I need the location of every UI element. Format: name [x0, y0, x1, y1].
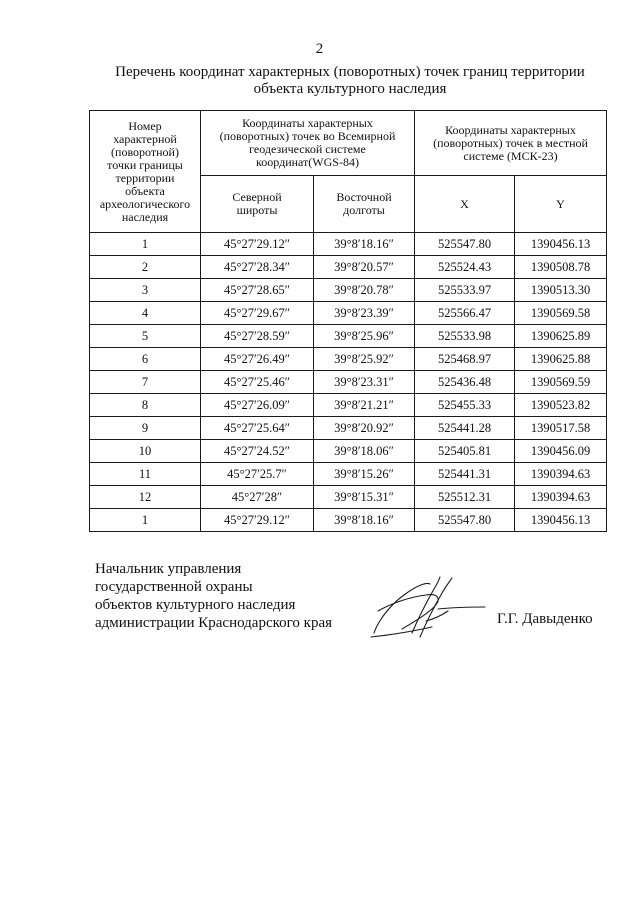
cell-x: 525566.47: [415, 302, 515, 325]
table-row: [90, 371, 607, 394]
cell-point-number: 7: [90, 371, 201, 394]
cell-x: 525441.31: [415, 463, 515, 486]
cell-x: 525533.98: [415, 325, 515, 348]
cell-point-number: 12: [90, 486, 201, 509]
cell-point-number: 11: [90, 463, 201, 486]
cell-y: 1390456.09: [515, 440, 607, 463]
cell-y: 1390456.13: [515, 509, 607, 532]
cell-latitude: 45°27′25.46″: [201, 371, 314, 394]
cell-longitude: 39°8′20.78″: [314, 279, 415, 302]
table-row: [90, 509, 607, 532]
header-x: X: [415, 176, 515, 233]
cell-latitude: 45°27′26.49″: [201, 348, 314, 371]
cell-point-number: 10: [90, 440, 201, 463]
table-row: [90, 348, 607, 371]
table-row: [90, 486, 607, 509]
cell-y: 1390394.63: [515, 486, 607, 509]
cell-point-number: 6: [90, 348, 201, 371]
document-title-line-1: Перечень координат характерных (поворотных) точек границ территории: [115, 64, 585, 80]
cell-longitude: 39°8′25.92″: [314, 348, 415, 371]
header-point-number: Номер характерной (поворотной) точки границы территории объекта археологического наследия: [90, 111, 201, 233]
cell-point-number: 9: [90, 417, 201, 440]
cell-x: 525547.80: [415, 233, 515, 256]
cell-x: 525405.81: [415, 440, 515, 463]
cell-longitude: 39°8′20.57″: [314, 256, 415, 279]
cell-latitude: 45°27′28.59″: [201, 325, 314, 348]
cell-point-number: 5: [90, 325, 201, 348]
document-title-line-2: объекта культурного наследия: [253, 81, 447, 97]
cell-point-number: 3: [90, 279, 201, 302]
coordinates-table: [89, 110, 607, 532]
cell-latitude: 45°27′29.67″: [201, 302, 314, 325]
table-row: [90, 440, 607, 463]
header-wgs84-group: Координаты характерных (поворотных) точек во Всемирной геодезической системе координат(WGS-84): [201, 111, 415, 176]
cell-x: 525533.97: [415, 279, 515, 302]
cell-latitude: 45°27′26.09″: [201, 394, 314, 417]
cell-y: 1390508.78: [515, 256, 607, 279]
cell-y: 1390456.13: [515, 233, 607, 256]
table-row: [90, 302, 607, 325]
cell-longitude: 39°8′15.31″: [314, 486, 415, 509]
cell-latitude: 45°27′29.12″: [201, 233, 314, 256]
cell-y: 1390569.58: [515, 302, 607, 325]
signer-name: Г.Г. Давыденко: [497, 611, 593, 627]
cell-x: 525455.33: [415, 394, 515, 417]
table-header-row: [90, 111, 607, 176]
cell-x: 525436.48: [415, 371, 515, 394]
position-line: Начальник управления: [95, 561, 242, 577]
cell-longitude: 39°8′20.92″: [314, 417, 415, 440]
table-row: [90, 256, 607, 279]
cell-y: 1390625.88: [515, 348, 607, 371]
cell-y: 1390523.82: [515, 394, 607, 417]
table-row: [90, 233, 607, 256]
cell-longitude: 39°8′18.06″: [314, 440, 415, 463]
cell-x: 525512.31: [415, 486, 515, 509]
table-row: [90, 417, 607, 440]
cell-longitude: 39°8′25.96″: [314, 325, 415, 348]
cell-latitude: 45°27′25.7″: [201, 463, 314, 486]
cell-latitude: 45°27′28.34″: [201, 256, 314, 279]
cell-point-number: 4: [90, 302, 201, 325]
table-body: [90, 233, 607, 532]
cell-x: 525468.97: [415, 348, 515, 371]
handwritten-signature-icon: [368, 575, 488, 641]
cell-y: 1390394.63: [515, 463, 607, 486]
cell-longitude: 39°8′18.16″: [314, 233, 415, 256]
cell-point-number: 2: [90, 256, 201, 279]
cell-longitude: 39°8′23.31″: [314, 371, 415, 394]
position-line: объектов культурного наследия: [95, 597, 296, 613]
table-row: [90, 325, 607, 348]
table-row: [90, 394, 607, 417]
position-line: администрации Краснодарского края: [95, 615, 333, 631]
cell-latitude: 45°27′25.64″: [201, 417, 314, 440]
document-title: [60, 64, 639, 98]
table-row: [90, 279, 607, 302]
cell-latitude: 45°27′24.52″: [201, 440, 314, 463]
position-line: государственной охраны: [95, 579, 253, 595]
header-y: Y: [515, 176, 607, 233]
cell-x: 525441.28: [415, 417, 515, 440]
header-msk23-group: Координаты характерных (поворотных) точек в местной системе (МСК-23): [415, 111, 607, 176]
cell-longitude: 39°8′23.39″: [314, 302, 415, 325]
cell-y: 1390569.59: [515, 371, 607, 394]
cell-x: 525547.80: [415, 509, 515, 532]
table-row: [90, 463, 607, 486]
cell-latitude: 45°27′28.65″: [201, 279, 314, 302]
cell-y: 1390517.58: [515, 417, 607, 440]
cell-longitude: 39°8′18.16″: [314, 509, 415, 532]
cell-y: 1390513.30: [515, 279, 607, 302]
cell-longitude: 39°8′15.26″: [314, 463, 415, 486]
cell-x: 525524.43: [415, 256, 515, 279]
cell-point-number: 1: [90, 233, 201, 256]
cell-y: 1390625.89: [515, 325, 607, 348]
cell-point-number: 8: [90, 394, 201, 417]
page-number: 2: [315, 41, 324, 57]
cell-point-number: 1: [90, 509, 201, 532]
cell-latitude: 45°27′29.12″: [201, 509, 314, 532]
cell-latitude: 45°27′28″: [201, 486, 314, 509]
cell-longitude: 39°8′21.21″: [314, 394, 415, 417]
header-east-longitude: Восточной долготы: [314, 176, 415, 233]
signatory-position: [95, 560, 332, 632]
header-north-latitude: Северной широты: [201, 176, 314, 233]
